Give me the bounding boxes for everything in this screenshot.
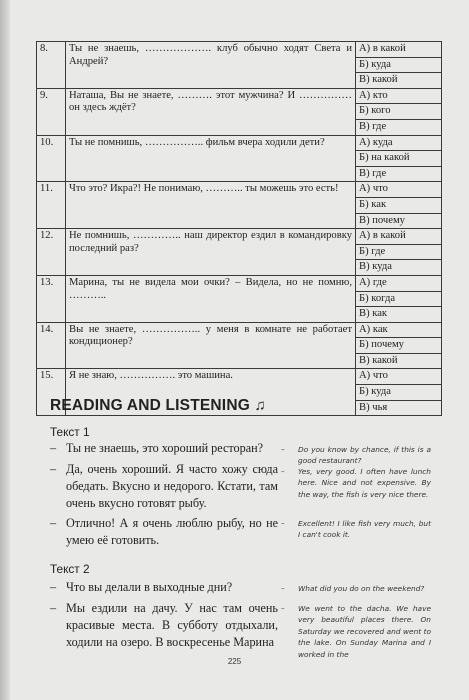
text1-en-3: Excellent! I like fish very much, but I can't cook it. [298,519,431,540]
text2-en-line [281,603,431,660]
exercise-row [37,135,442,151]
question-number: 11. [37,182,66,229]
text1-ru-line [50,440,278,457]
text2-label: Текст 2 [50,562,90,576]
answer-option: В) почему [356,213,442,229]
answer-option: А) в какой [356,229,442,245]
answer-option: А) что [356,182,442,198]
page-binding-shadow [0,0,10,700]
text1-ru-line [50,461,278,512]
answer-option: А) кто [356,88,442,104]
answer-option: В) какой [356,73,442,89]
answer-option: А) куда [356,135,442,151]
exercise-row [37,88,442,104]
answer-option: Б) как [356,197,442,213]
question-text: Ты не знаешь, ………………. клуб обычно ходят Света и Андрей? [66,42,356,89]
question-text: Ты не помнишь, …………….. фильм вчера ходили дети? [66,135,356,182]
dash: – [281,604,285,613]
dash: – [281,584,285,593]
question-number: 13. [37,275,66,322]
text2-en-line [281,583,431,594]
exercise-row [37,229,442,245]
text1-ru-2: Да, очень хороший. Я часто хожу сюда обедать. Вкусно и недорого. Кстати, там очень вкусно готовят рыбу. [66,462,278,510]
text1-en-line [281,466,431,500]
dash: – [50,441,57,455]
question-text: Не помнишь, ………….. наш директор ездил в командировку последний раз? [66,229,356,276]
text2-ru-2: Мы ездили на дачу. У нас там очень красивые места. В субботу отдыхали, ходили на озеро. В воскресенье Марина [66,601,278,649]
question-text: Марина, ты не видела мои очки? – Видела, но не помню, ……….. [66,275,356,322]
question-text: Что это? Икра?! Не понимаю, ……….. ты можешь это есть! [66,182,356,229]
answer-option: В) какой [356,353,442,369]
answer-option: Б) куда [356,385,442,401]
question-number: 14. [37,322,66,369]
question-text: Я не знаю, ……………. это машина. [66,369,356,416]
question-number: 15. [37,369,66,416]
text1-en-2: Yes, very good. I often have lunch here. Nice and not expensive. By the way, the fish is very nice there. [298,467,431,499]
answer-option: В) где [356,166,442,182]
exercise-row [37,182,442,198]
answer-option: Б) на какой [356,151,442,167]
dash: – [50,462,57,476]
question-number: 12. [37,229,66,276]
exercise-table-body [37,42,442,416]
answer-option: А) в какой [356,42,442,58]
question-text: Наташа, Вы не знаете, ………. этот мужчина? И …………… он здесь ждёт? [66,88,356,135]
answer-option: А) где [356,275,442,291]
question-text: Вы не знаете, …………….. у меня в комнате не работает кондиционер? [66,322,356,369]
text1-ru-3: Отлично! А я очень люблю рыбу, но не умею её готовить. [66,516,278,547]
answer-option: Б) когда [356,291,442,307]
exercise-row [37,275,442,291]
question-number: 9. [37,88,66,135]
answer-option: Б) почему [356,338,442,354]
answer-option: Б) где [356,244,442,260]
text1-en-line [281,444,431,467]
dash: – [50,601,57,615]
text1-label: Текст 1 [50,425,90,439]
text2-en-1: What did you do on the weekend? [298,584,425,593]
section-title: READING AND LISTENING [50,397,250,414]
text2-en-2: We went to the dacha. We have very beautiful places there. On Saturday we recovered and went to the lake. On Sunday Marina and I worked in the [298,604,431,659]
text2-ru-line [50,579,278,596]
answer-option: Б) кого [356,104,442,120]
answer-option: В) куда [356,260,442,276]
dash: – [50,516,57,530]
dash: – [281,445,285,454]
dash: – [281,519,285,528]
answer-option: А) как [356,322,442,338]
exercise-row [37,369,442,385]
page-number: 225 [227,657,242,666]
text1-ru-1: Ты не знаешь, это хороший ресторан? [66,441,264,455]
answer-option: В) чья [356,400,442,416]
question-number: 10. [37,135,66,182]
music-note-icon: ♫ [254,397,266,414]
section-heading [50,397,266,415]
answer-option: Б) куда [356,57,442,73]
text2-ru-line [50,600,278,651]
text2-ru-1: Что вы делали в выходные дни? [66,580,233,594]
question-number: 8. [37,42,66,89]
answer-option: В) как [356,307,442,323]
exercise-row [37,42,442,58]
text1-en-1: Do you know by chance, if this is a good restaurant? [298,445,431,466]
answer-option: А) что [356,369,442,385]
answer-option: В) где [356,119,442,135]
text1-en-line [281,518,431,541]
text1-ru-line [50,515,278,549]
exercise-table [36,41,442,416]
exercise-row [37,322,442,338]
dash: – [50,580,57,594]
dash: – [281,467,285,476]
